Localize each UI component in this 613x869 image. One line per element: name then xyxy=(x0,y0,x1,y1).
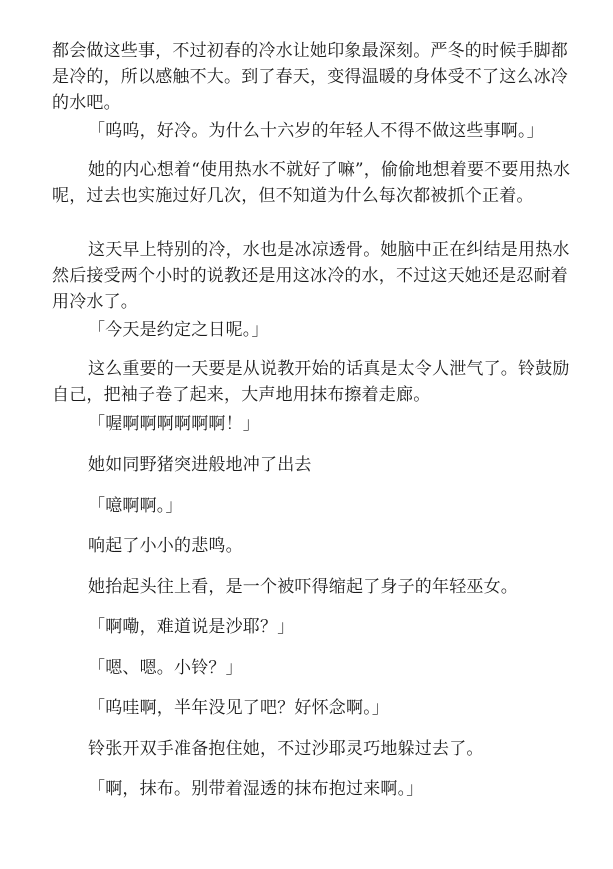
dialogue-line: 「呜哇啊，半年没见了吧？好怀念啊。」 xyxy=(88,698,390,718)
narration-paragraph: 铃张开双手准备抱住她，不过沙耶灵巧地躲过去了。 xyxy=(88,739,484,759)
dialogue-line: 「喔啊啊啊啊啊啊！」 xyxy=(88,414,260,434)
dialogue-line: 「今天是约定之日呢。」 xyxy=(88,320,269,340)
narration-paragraph: 这么重要的一天要是从说教开始的话真是太令人泄气了。铃鼓励自己，把袖子卷了起来，大声地用抹布擦着走廊。 xyxy=(52,359,570,405)
dialogue-line: 「嗯、嗯。小铃？」 xyxy=(88,658,243,678)
paragraph-continuation: 都会做这些事，不过初春的冷水让她印象最深刻。严冬的时候手脚都是冷的，所以感触不大。到了春天，变得温暖的身体受不了这么冰冷的水吧。 xyxy=(52,41,568,113)
dialogue-line: 「噫啊啊。」 xyxy=(88,496,183,516)
narration-paragraph: 她如同野猪突进般地冲了出去 xyxy=(88,455,312,475)
narration-paragraph: 这天早上特别的冷，水也是冰凉透骨。她脑中正在纠结是用热水然后接受两个小时的说教还是用这冰冷的水，不过这天她还是忍耐着用冷水了。 xyxy=(52,240,570,312)
narration-paragraph: 她抬起头往上看，是一个被吓得缩起了身子的年轻巫女。 xyxy=(88,577,518,597)
narration-paragraph: 她的内心想着“使用热水不就好了嘛”，偷偷地想着要不要用热水呢，过去也实施过好几次，但不知道为什么每次都被抓个正着。 xyxy=(52,160,571,206)
dialogue-line: 「啊嘞，难道说是沙耶？」 xyxy=(88,617,295,637)
narration-paragraph: 响起了小小的悲鸣。 xyxy=(88,536,243,556)
dialogue-line: 「呜呜，好冷。为什么十六岁的年轻人不得不做这些事啊。」 xyxy=(88,121,544,141)
dialogue-line: 「啊，抹布。别带着湿透的抹布抱过来啊。」 xyxy=(88,779,424,799)
